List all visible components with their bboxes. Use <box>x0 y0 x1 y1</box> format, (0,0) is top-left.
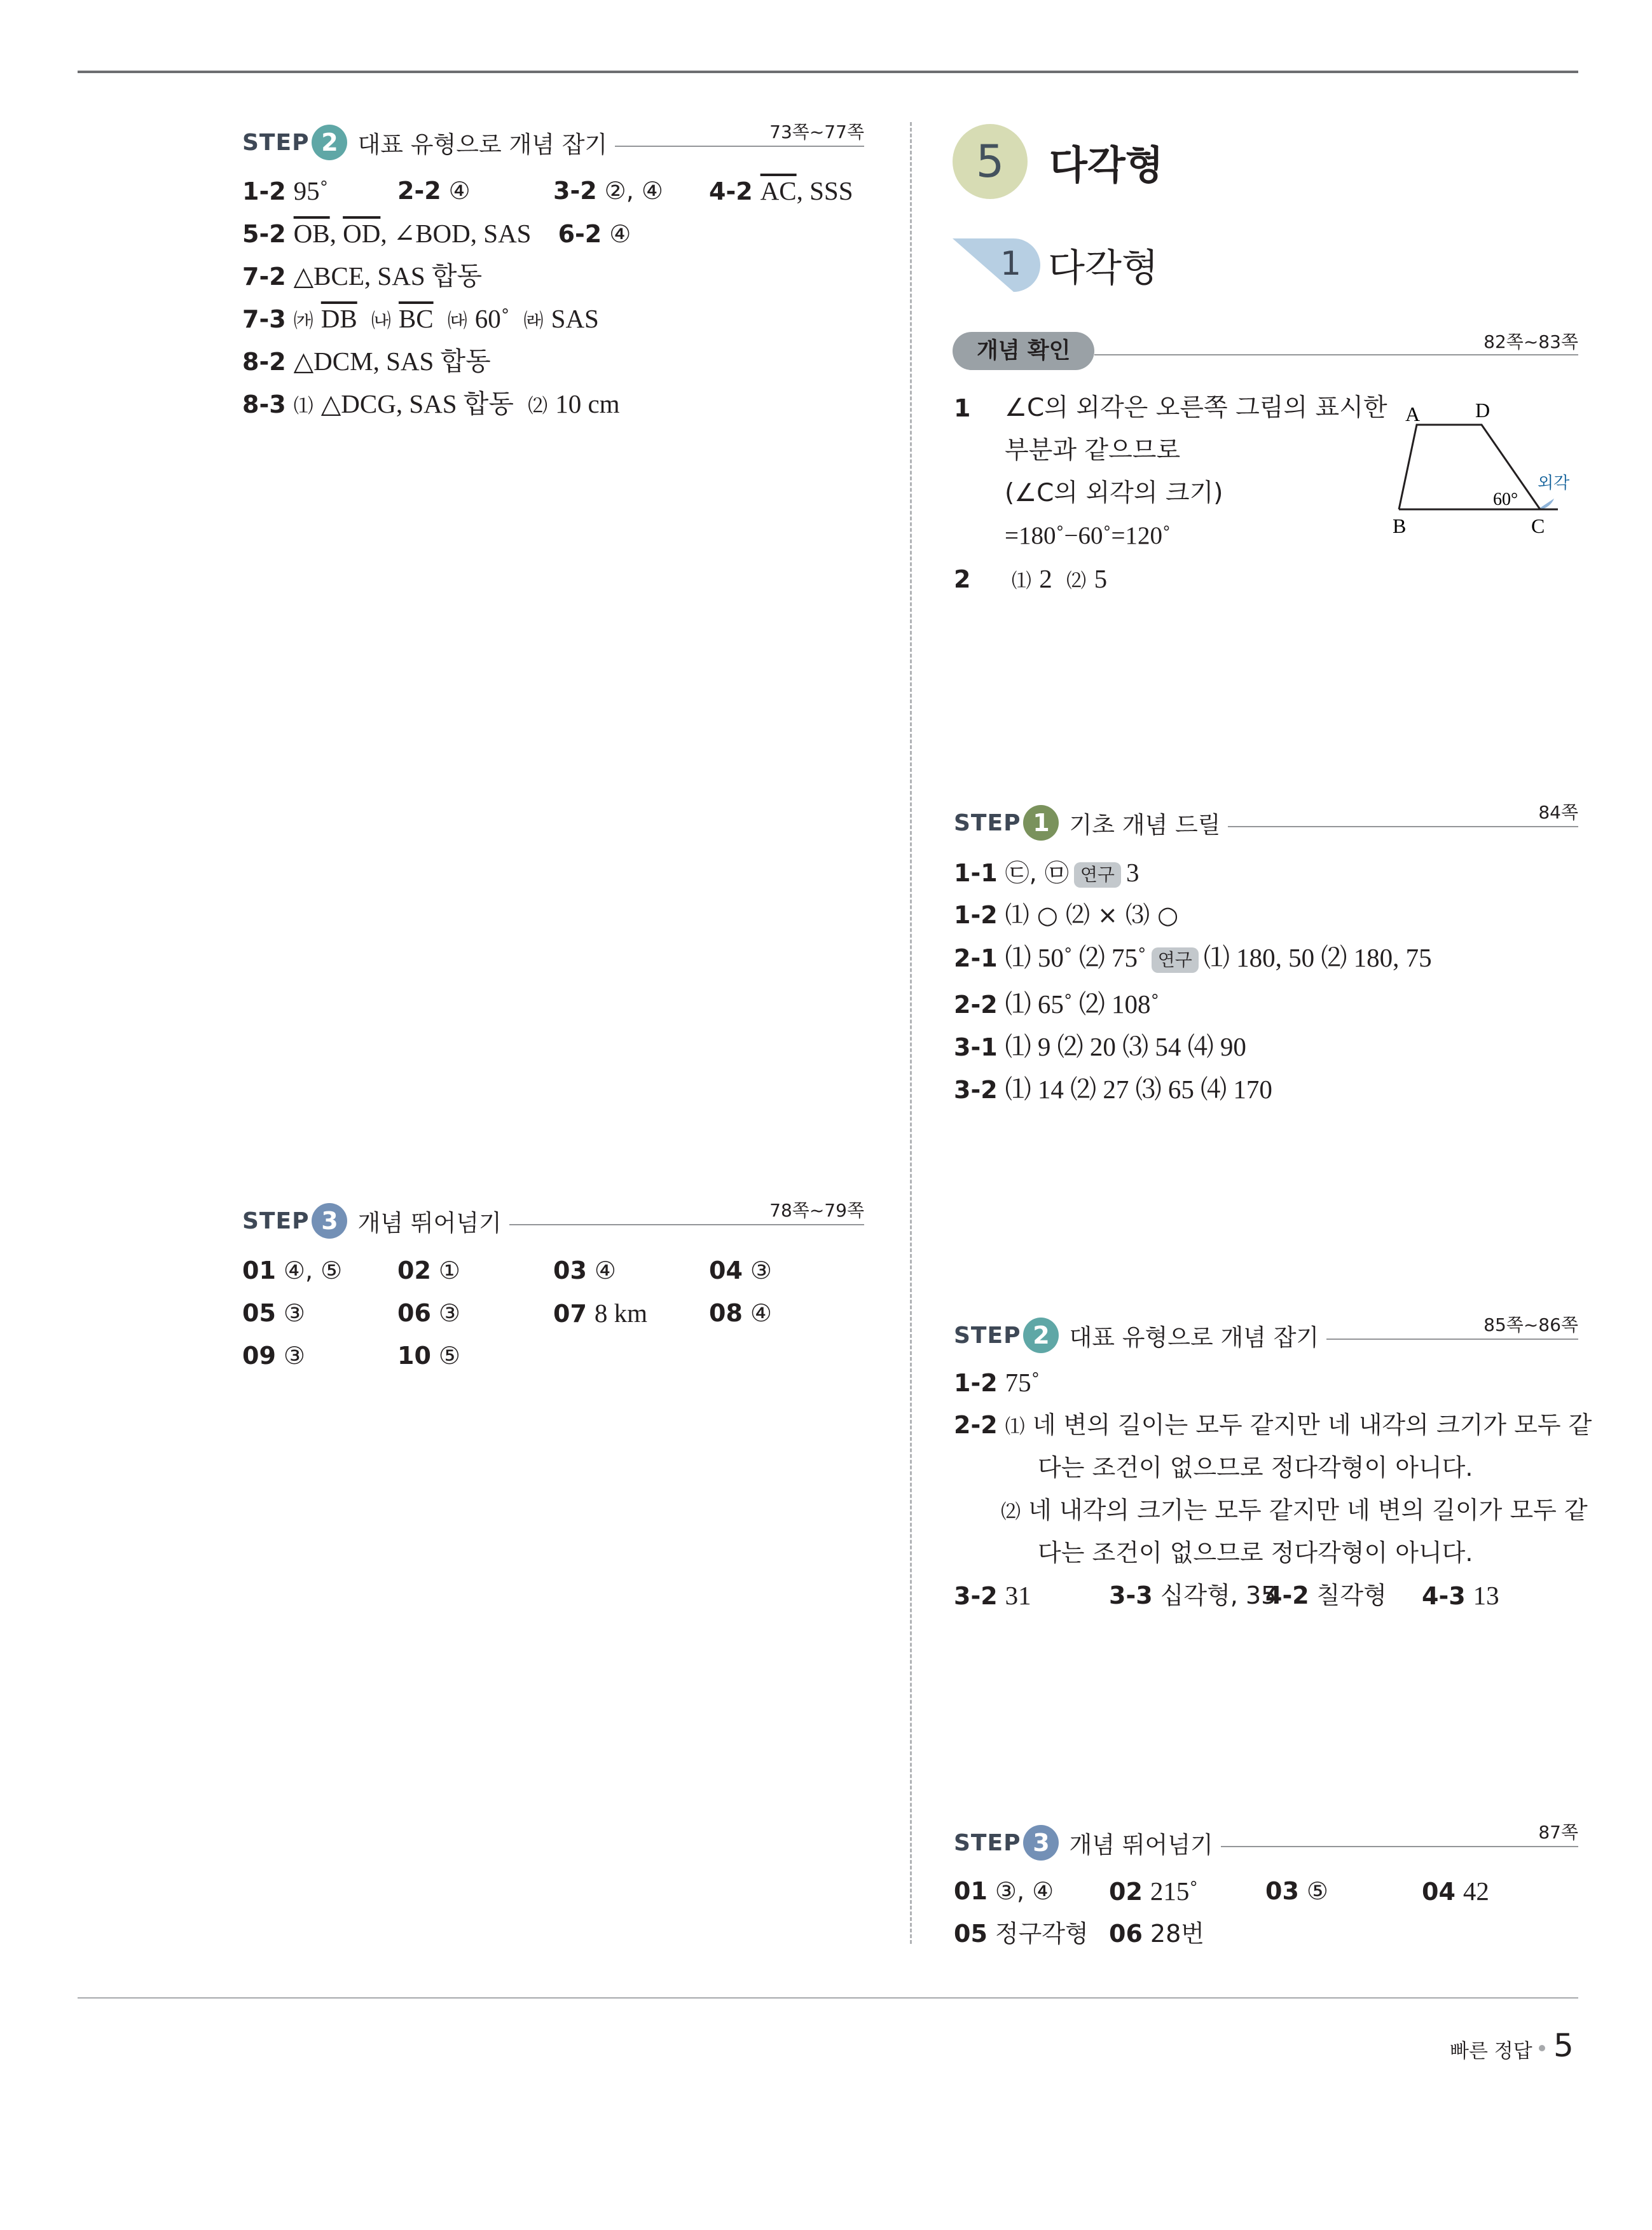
bottom-rule <box>78 1997 1578 1999</box>
step-title: 대표 유형으로 개념 잡기 <box>357 131 608 158</box>
step-title: 대표 유형으로 개념 잡기 <box>1069 1324 1319 1351</box>
page-ref: 82쪽~83쪽 <box>1483 331 1578 352</box>
research-badge: 연구 <box>1152 947 1199 973</box>
page-ref: 85쪽~86쪽 <box>1483 1314 1578 1335</box>
answer-item: 2 ⑴ 2 ⑵ 5 <box>954 564 1108 593</box>
chapter-heading <box>953 124 1164 199</box>
research-badge: 연구 <box>1074 862 1121 888</box>
answer-item: 5-2 $\overline{OB}$, $\overline{OD}$, ∠BOD, SAS 6-2 ④ <box>242 219 631 248</box>
answer-item: 10 ⑤ <box>397 1342 460 1370</box>
answer-item: 03 ⑤ <box>1265 1877 1328 1905</box>
section-heading <box>953 238 1159 292</box>
answer-item: 4-2 칠각형 <box>1265 1581 1387 1609</box>
step-title: 개념 뛰어넘기 <box>1069 1831 1213 1859</box>
answer-item: 1-2 ⑴ ○ ⑵ × ⑶ ○ <box>954 901 1179 929</box>
step-label: STEP <box>242 1208 310 1234</box>
trapezoid-figure <box>1386 394 1577 540</box>
exterior-angle-label: 외각 <box>1538 474 1570 493</box>
step-rule <box>615 146 864 147</box>
vertex-C: C <box>1531 514 1545 537</box>
answer-item: 1-1 ㉢, ㉤ 연구 3 <box>954 858 1139 887</box>
page-ref: 73쪽~77쪽 <box>769 121 864 142</box>
solution-line: ∠C의 외각은 오른쪽 그림의 표시한 <box>1005 394 1387 422</box>
step-rule <box>509 1224 864 1225</box>
concept-check-rule <box>1094 354 1578 355</box>
vertex-B: B <box>1393 514 1407 537</box>
angle-label: 60° <box>1493 490 1518 509</box>
answer-item: ⑵ 네 내각의 크기는 모두 같지만 네 변의 길이가 모두 같 <box>1001 1496 1588 1524</box>
answer-item: 2-2 ④ <box>397 177 471 205</box>
answer-item: 3-2 ②, ④ <box>553 177 663 205</box>
step-rule <box>1228 826 1578 827</box>
answer-item: 02 215˚ <box>1109 1876 1199 1906</box>
answer-item: 2-1 ⑴ 50˚ ⑵ 75˚ 연구 ⑴ 180, 50 ⑵ 180, 75 <box>954 943 1432 972</box>
solution-line: 부분과 같으므로 <box>1005 436 1181 465</box>
step-title: 개념 뛰어넘기 <box>357 1209 502 1237</box>
answer-item: 7-2 △BCE, SAS 합동 <box>242 261 483 291</box>
answer-item: 7-3 ㈎ $\overline{DB}$ ㈏ $\overline{BC}$ ㈐ 60˚ ㈑ SAS <box>242 304 599 333</box>
answer-item: 4-3 13 <box>1422 1581 1499 1610</box>
vertex-A: A <box>1405 403 1421 425</box>
top-rule <box>78 71 1578 73</box>
answer-item: 04 ③ <box>709 1256 772 1284</box>
solution-line: =180˚−60˚=120˚ <box>1005 522 1171 549</box>
step-label: STEP <box>954 809 1021 836</box>
step-label: STEP <box>954 1322 1021 1349</box>
answer-item: 04 42 <box>1422 1876 1489 1906</box>
answer-item: 8-3 ⑴ △DCG, SAS 합동 ⑵ 10 cm <box>242 389 620 418</box>
step-number-badge: 3 <box>312 1203 347 1239</box>
answer-item: 06 ③ <box>397 1299 460 1327</box>
answer-item: 05 ③ <box>242 1299 305 1327</box>
vertex-D: D <box>1475 399 1490 422</box>
step-title: 기초 개념 드릴 <box>1069 811 1221 839</box>
section-title: 다각형 <box>1048 246 1159 291</box>
step-number-badge: 1 <box>1023 805 1059 841</box>
answer-item: 09 ③ <box>242 1342 305 1370</box>
answer-line: 다는 조건이 없으므로 정다각형이 아니다. <box>1038 1539 1473 1567</box>
step-number-badge: 2 <box>312 125 347 160</box>
step-rule <box>1221 1846 1578 1847</box>
answer-item: 06 28번 <box>1109 1920 1204 1948</box>
page-ref: 78쪽~79쪽 <box>769 1200 864 1221</box>
chapter-title: 다각형 <box>1049 141 1164 188</box>
answer-item: 1-2 75˚ <box>954 1368 1040 1397</box>
step-label: STEP <box>242 129 310 156</box>
answer-item: 2-2 ⑴ 네 변의 길이는 모두 같지만 네 내각의 크기가 모두 같 <box>954 1411 1592 1439</box>
answer-item: 3-3 십각형, 35 <box>1109 1581 1277 1609</box>
exterior-angle-shade <box>1539 499 1554 509</box>
answer-item: 4-2 $\overline{AC}$, SSS <box>709 176 853 205</box>
page-ref: 87쪽 <box>1538 1822 1578 1843</box>
answer-item: 07 8 km <box>553 1298 648 1328</box>
section-marker <box>953 238 1042 292</box>
answer-item: 05 정구각형 <box>954 1920 1089 1948</box>
chapter-number: 5 <box>953 124 1028 199</box>
answer-item: 3-2 ⑴ 14 ⑵ 27 ⑶ 65 ⑷ 170 <box>954 1075 1272 1104</box>
answer-item: 8-2 △DCM, SAS 합동 <box>242 347 491 376</box>
section-number: 1 <box>1000 245 1022 283</box>
solution-line: (∠C의 외각의 크기) <box>1005 479 1223 507</box>
trapezoid-outline <box>1399 425 1540 509</box>
step-rule <box>1326 1339 1578 1340</box>
answer-item: 3-1 ⑴ 9 ⑵ 20 ⑶ 54 ⑷ 90 <box>954 1032 1246 1061</box>
footer-label: 빠른 정답 <box>1450 2040 1532 2063</box>
answer-item: 2-2 ⑴ 65˚ ⑵ 108˚ <box>954 989 1160 1019</box>
answer-item: 1-2 95˚ <box>242 176 329 205</box>
step-label: STEP <box>954 1829 1021 1856</box>
page-ref: 84쪽 <box>1538 802 1578 823</box>
question-number: 1 <box>954 394 971 422</box>
answer-item: 3-2 31 <box>954 1581 1031 1610</box>
page-number: 5 <box>1553 2027 1574 2064</box>
concept-check-label: 개념 확인 <box>953 332 1094 370</box>
answer-item: 01 ③, ④ <box>954 1877 1054 1905</box>
column-divider <box>910 122 912 1944</box>
answer-item: 01 ④, ⑤ <box>242 1256 343 1284</box>
step-number-badge: 2 <box>1023 1318 1059 1353</box>
answer-item: 02 ① <box>397 1256 460 1284</box>
answer-line: 다는 조건이 없으므로 정다각형이 아니다. <box>1038 1454 1473 1482</box>
footer-dot <box>1539 2045 1545 2051</box>
answer-item: 08 ④ <box>709 1299 772 1327</box>
answer-item: 03 ④ <box>553 1256 616 1284</box>
step-number-badge: 3 <box>1023 1825 1059 1861</box>
